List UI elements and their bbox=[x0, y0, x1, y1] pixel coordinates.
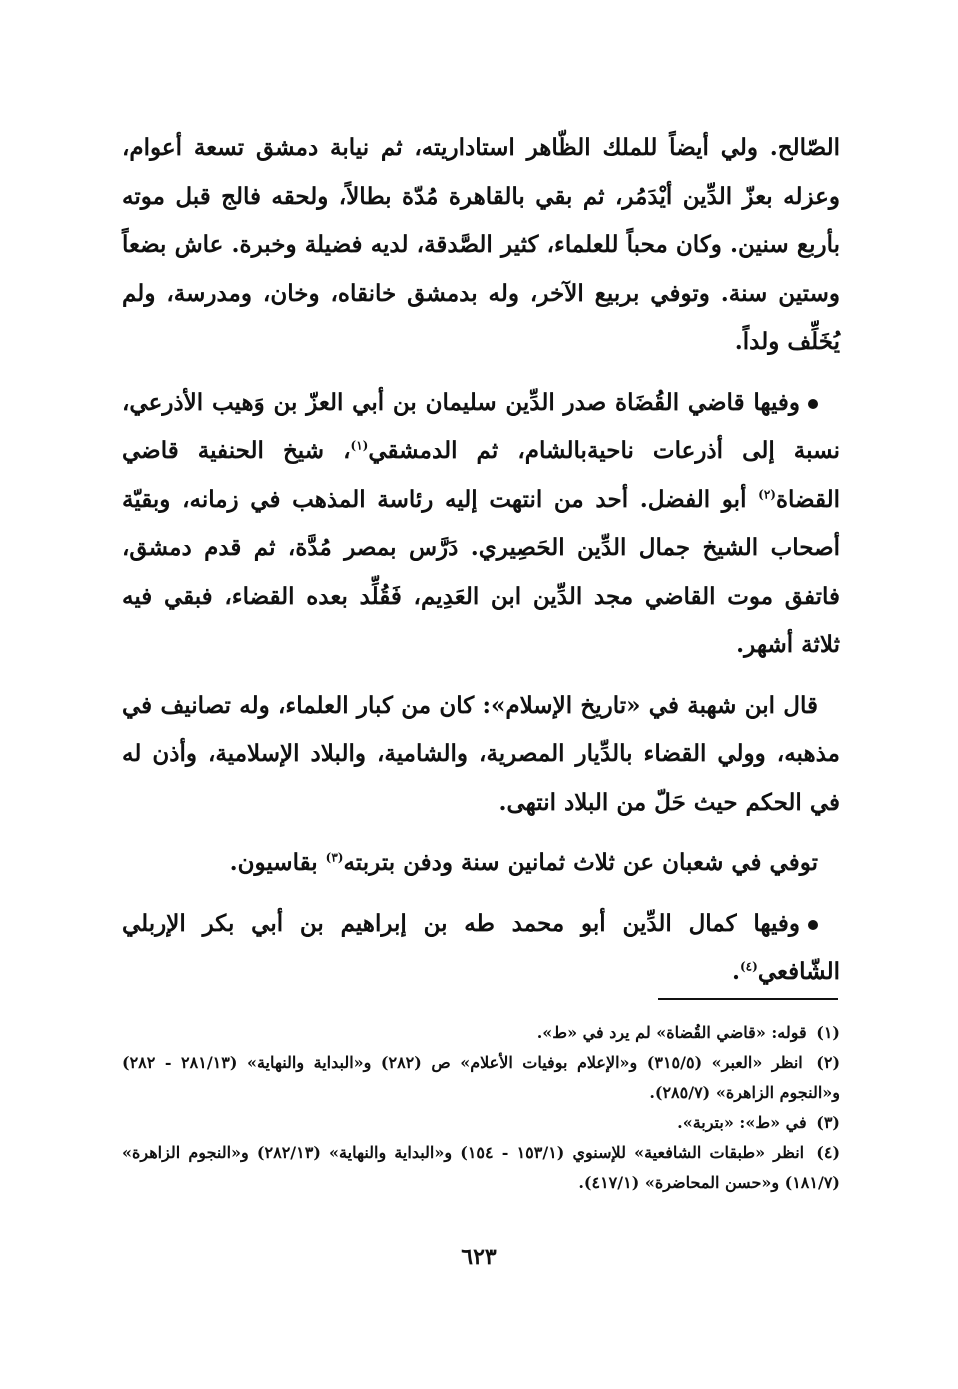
footnote-3 bbox=[122, 1108, 840, 1138]
paragraph-4 bbox=[122, 839, 840, 888]
bullet-icon bbox=[808, 920, 818, 930]
paragraph-2 bbox=[122, 379, 840, 670]
paragraph-4-text-a: توفي في شعبان عن ثلاث ثمانين سنة ودفن بتربته bbox=[343, 849, 818, 876]
footnote-ref-1[interactable]: (١) bbox=[350, 438, 369, 453]
paragraph-2-text-c: أبو الفضل. أحد من انتهت إليه رئاسة المذهب في زمانه، وبقيّة أصحاب الشيخ جمال الدِّين الحَصِيري. دَرَّس بمصر مُدَّة، ثم قدم دمشق، فاتفق موت القاضي مجد الدِّين ابن العَدِيم، فَقُلِّد بعده القضاء، فبقي فيه ثلاثة أشهر. bbox=[122, 485, 840, 658]
bullet-icon bbox=[808, 399, 818, 409]
paragraph-2-text-b: ، شيخ الحنفية قاضي القضاة bbox=[122, 437, 840, 513]
footnotes bbox=[122, 1018, 840, 1198]
footnote-ref-4[interactable]: (٤) bbox=[739, 959, 758, 974]
footnote-2 bbox=[122, 1048, 840, 1108]
footnote-text: انظر «طبقات الشافعية» للإسنوي (١٥٣/١ - ١٥٤) و«البداية والنهاية» (٢٨٢/١٣) و«النجوم الزاهرة» (١٨١/٧) و«حسن المحاضرة» (٤١٧/١). bbox=[122, 1143, 840, 1192]
footnote-text: انظر «العبر» (٣١٥/٥) و«الإعلام بوفيات الأعلام» ص (٢٨٢) و«البداية والنهاية» (٢٨١/١٣ - ٢٨٢) و«النجوم الزاهرة» (٢٨٥/٧). bbox=[122, 1053, 840, 1102]
footnote-4 bbox=[122, 1138, 840, 1198]
paragraph-4-text-b: بقاسيون. bbox=[229, 849, 326, 876]
paragraph-3-text: قال ابن شهبة في «تاريخ الإسلام»: كان من كبار العلماء، وله تصانيف في مذهبه، وولي القضاء بالدِّيار المصرية، والشامية، والبلاد الإسلامية، وأذن له في الحكم حيث حَلّ من البلاد انتهى. bbox=[122, 691, 840, 816]
main-text bbox=[122, 124, 840, 1009]
footnote-text: في «ط»: «بتربة». bbox=[677, 1113, 807, 1132]
paragraph-5-text-b: . bbox=[731, 958, 740, 985]
paragraph-1-text: الصّالح. ولي أيضاً للملك الظّاهر استاداريته، ثم نيابة دمشق تسعة أعوام، وعزله بعزّ الدِّين أيْدَمُر، ثم بقي بالقاهرة مُدّة بطالاً، ولحقه فالج قبل موته بأربع سنين. وكان محباً للعلماء، كثير الصَّدقة، لديه فضيلة وخبرة. عاش بضعاً وستين سنة. وتوفي بربيع الآخر، وله بدمشق خانقاه، وخان، ومدرسة، ولم يُخَلِّف ولداً. bbox=[122, 134, 840, 355]
paragraph-3 bbox=[122, 682, 840, 828]
page-number: ٦٢٣ bbox=[461, 1244, 497, 1270]
paragraph-2-text-a: وفيها قاضي القُضَاة صدر الدِّين سليمان بن أبي العزّ بن وَهيب الأذرعي، نسبة إلى أذرعات ناحيةبالشام، ثم الدمشقي bbox=[122, 388, 840, 464]
footnote-ref-3[interactable]: (٣) bbox=[325, 850, 344, 865]
footnote-number: (٢) bbox=[816, 1053, 841, 1072]
paragraph-5-text-a: وفيها كمال الدِّين أبو محمد طه بن إبراهيم بن أبي بكر الإربلي الشّافعي bbox=[122, 909, 840, 985]
footnote-ref-2[interactable]: (٢) bbox=[758, 486, 776, 501]
footnote-number: (٤) bbox=[816, 1143, 841, 1162]
paragraph-5 bbox=[122, 900, 840, 997]
footnote-number: (٣) bbox=[816, 1113, 840, 1132]
paragraph-1 bbox=[122, 124, 840, 367]
footnote-divider bbox=[658, 998, 838, 1000]
footnote-1 bbox=[122, 1018, 840, 1048]
footnote-number: (١) bbox=[816, 1023, 840, 1042]
footnote-text: قوله: «قاضي القُضاة» لم يرد في «ط». bbox=[536, 1023, 807, 1042]
